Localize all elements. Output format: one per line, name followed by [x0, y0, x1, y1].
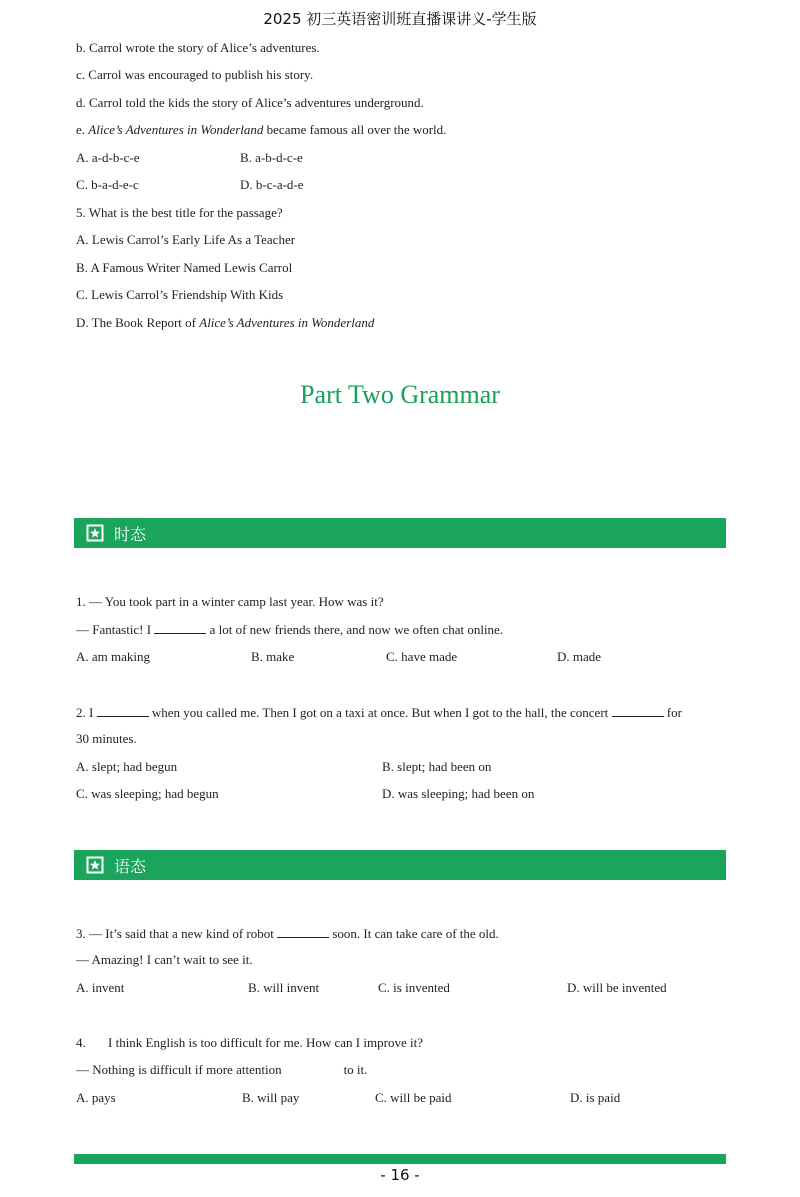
q4-grammar-line2 [76, 1062, 367, 1078]
q3-line1-pre: 3. — It’s said that a new kind of robot [76, 926, 278, 941]
q2-blank-1 [97, 704, 149, 717]
page-number: - 16 - [380, 1166, 420, 1184]
q3-option-a: A. invent [76, 980, 125, 995]
q4-option-a: A. a-d-b-c-e [76, 150, 140, 165]
q5-option-a: A. Lewis Carrol’s Early Life As a Teacher [76, 232, 296, 247]
q1-line2-post: a lot of new friends there, and now we often chat online. [206, 622, 504, 637]
line-e-prefix: e. [76, 122, 89, 137]
q5-option-c: C. Lewis Carrol’s Friendship With Kids [76, 287, 284, 302]
q1-line1: 1. — You took part in a winter camp last year. How was it? [76, 594, 384, 609]
q1-option-a: A. am making [76, 649, 151, 664]
q2-line1-b: when you called me. Then I got on a taxi at once. But when I got to the hall, the concert [148, 705, 612, 720]
q1-line2 [76, 621, 503, 638]
q3-option-d: D. will be invented [567, 980, 667, 995]
section-label-voice: 语态 [114, 856, 147, 876]
q1-line2-pre: — Fantastic! I [76, 622, 155, 637]
q5-option-d [76, 315, 374, 331]
part-title: Part Two Grammar [300, 380, 500, 409]
line-b: b. Carrol wrote the story of Alice’s adventures. [76, 40, 320, 55]
q4-option-b: B. a-b-d-c-e [240, 150, 303, 165]
q4-grammar-num: 4. [76, 1035, 86, 1050]
q4-option-c: C. b-a-d-e-c [76, 177, 139, 192]
q5-stem: 5. What is the best title for the passage? [76, 205, 283, 220]
line-d: d. Carrol told the kids the story of Alice’s adventures underground. [76, 95, 424, 110]
q4-grammar-option-d: D. is paid [570, 1090, 621, 1105]
line-e-book-title: Alice’s Adventures in Wonderland [88, 122, 264, 137]
q2-option-b: B. slept; had been on [382, 759, 492, 774]
footer-bar [74, 1154, 726, 1164]
line-e [76, 122, 446, 138]
q1-option-d: D. made [557, 649, 602, 664]
q3-blank [277, 925, 329, 938]
q2-line2: 30 minutes. [76, 731, 137, 746]
q2-option-d: D. was sleeping; had been on [382, 786, 535, 801]
line-c: c. Carrol was encouraged to publish his story. [76, 67, 314, 82]
q5-option-d-prefix: D. The Book Report of [76, 315, 200, 330]
bookmark-star-icon [86, 856, 104, 874]
q2-option-c: C. was sleeping; had begun [76, 786, 219, 801]
q4-grammar-line2-pre: — Nothing is difficult if more attention [76, 1062, 282, 1077]
q2-line1-a: 2. I [76, 705, 97, 720]
q3-option-b: B. will invent [248, 980, 320, 995]
q3-line1-post: soon. It can take care of the old. [329, 926, 499, 941]
page-header: 2025 初三英语密训班直播课讲义-学生版 [263, 10, 537, 28]
q4-grammar-option-a: A. pays [76, 1090, 116, 1105]
q2-blank-2 [612, 704, 664, 717]
q1-option-c: C. have made [386, 649, 458, 664]
line-e-suffix: became famous all over the world. [263, 122, 447, 137]
q5-option-b: B. A Famous Writer Named Lewis Carrol [76, 260, 293, 275]
q2-option-a: A. slept; had begun [76, 759, 178, 774]
q4-grammar-line2-post: to it. [343, 1062, 368, 1077]
q4-grammar-option-c: C. will be paid [375, 1090, 452, 1105]
q3-option-c: C. is invented [378, 980, 450, 995]
q1-option-b: B. make [251, 649, 295, 664]
section-bar-voice [74, 850, 726, 880]
q4-grammar-option-b: B. will pay [242, 1090, 300, 1105]
section-label-tense: 时态 [114, 524, 147, 544]
q4-grammar-line1: I think English is too difficult for me. How can I improve it? [108, 1035, 423, 1050]
q3-line2: — Amazing! I can’t wait to see it. [76, 952, 253, 967]
q2-line1 [76, 704, 682, 721]
q4-option-d: D. b-c-a-d-e [240, 177, 304, 192]
section-bar-tense [74, 518, 726, 548]
q1-blank [154, 621, 206, 634]
q2-line1-c: for [663, 705, 682, 720]
q5-option-d-book-title: Alice’s Adventures in Wonderland [199, 315, 375, 330]
q3-line1 [76, 925, 499, 942]
bookmark-star-icon [86, 524, 104, 542]
